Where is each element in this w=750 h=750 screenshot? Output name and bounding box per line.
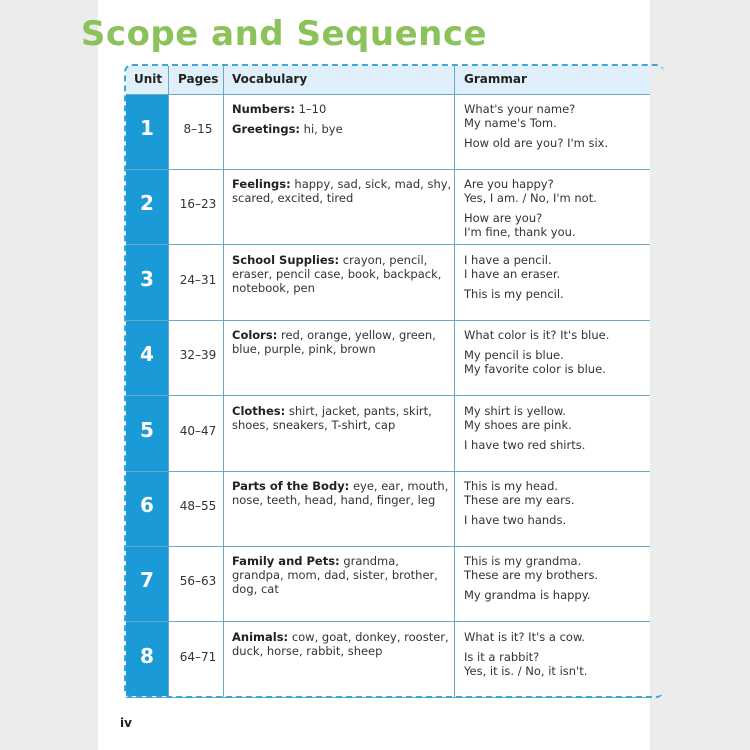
grammar-sentence: I'm fine, thank you. xyxy=(464,225,576,240)
grammar-sentence: How are you? xyxy=(464,211,543,226)
grammar-sentence: What is it? It's a cow. xyxy=(464,629,585,644)
page-number: iv xyxy=(120,716,132,730)
unit-number: 6 xyxy=(140,493,154,517)
unit-pages: 64–71 xyxy=(179,649,217,664)
unit-pages: 24–31 xyxy=(179,272,217,287)
vocab-topic: Greetings: xyxy=(232,122,301,136)
header-unit: Unit xyxy=(134,72,163,86)
vocab-words: grandma, grandpa, mom, dad, sister, brother, dog, cat xyxy=(232,554,438,597)
vocab-words: shirt, jacket, pants, skirt, shoes, sneakers, T-shirt, cap xyxy=(232,403,432,432)
grammar-sentence: My name's Tom. xyxy=(464,116,557,130)
unit-number: 3 xyxy=(140,266,154,291)
header-grammar: Grammar xyxy=(464,72,527,86)
grammar-sentence: What color is it? It's blue. xyxy=(464,328,610,343)
vocab-topic: Numbers: xyxy=(232,102,295,116)
table-border xyxy=(124,64,664,698)
vocab-words: 1–10 xyxy=(294,102,327,116)
vocab-words: crayon, pencil, eraser, pencil case, book, backpack, notebook, pen xyxy=(232,252,442,295)
grammar-sentence: This is my pencil. xyxy=(464,286,564,301)
vocab-words: red, orange, yellow, green, blue, purple, pink, brown xyxy=(232,328,436,357)
header-vocabulary: Vocabulary xyxy=(232,72,308,86)
scope-table xyxy=(124,64,650,700)
unit-pages: 40–47 xyxy=(179,423,217,438)
grammar-sentence: Yes, I am. / No, I'm not. xyxy=(464,191,597,206)
grammar-sentence: I have two hands. xyxy=(464,513,567,527)
unit-number: 1 xyxy=(140,116,154,140)
page-title: Scope and Sequence xyxy=(80,14,488,54)
grammar-sentence: Are you happy? xyxy=(464,177,554,192)
grammar-sentence: My grandma is happy. xyxy=(464,588,591,603)
vocab-words: cow, goat, donkey, rooster, duck, horse, rabbit, sheep xyxy=(232,629,449,658)
unit-pages: 16–23 xyxy=(179,197,217,212)
grammar-sentence: These are my ears. xyxy=(464,493,575,507)
grammar-sentence: This is my grandma. xyxy=(464,554,582,569)
vocab-topic: Clothes: xyxy=(232,403,286,418)
unit-number: 8 xyxy=(140,643,154,668)
grammar-sentence: My shoes are pink. xyxy=(464,417,572,432)
vocab-topic: Feelings: xyxy=(232,177,291,192)
vocab-topic: Family and Pets: xyxy=(232,554,340,569)
grammar-sentence: These are my brothers. xyxy=(464,568,599,583)
vocab-topic: Parts of the Body: xyxy=(232,479,350,493)
unit-number: 7 xyxy=(140,568,154,593)
grammar-sentence: Is it a rabbit? xyxy=(464,649,540,664)
grammar-sentence: My favorite color is blue. xyxy=(464,362,606,377)
vocab-words: hi, bye xyxy=(300,122,343,136)
grammar-sentence: I have a pencil. xyxy=(464,252,552,267)
grammar-sentence: This is my head. xyxy=(464,479,559,493)
grammar-sentence: Yes, it is. / No, it isn't. xyxy=(464,663,588,678)
header-pages: Pages xyxy=(178,72,219,86)
unit-number: 4 xyxy=(140,342,154,367)
unit-number: 5 xyxy=(140,417,154,442)
grammar-sentence: What's your name? xyxy=(464,102,576,116)
unit-pages: 48–55 xyxy=(179,499,217,513)
unit-pages: 8–15 xyxy=(183,122,213,136)
grammar-sentence: My pencil is blue. xyxy=(464,348,564,363)
unit-pages: 56–63 xyxy=(179,574,217,589)
grammar-sentence: I have two red shirts. xyxy=(464,437,586,452)
vocab-words: happy, sad, sick, mad, shy, scared, excited, tired xyxy=(232,177,452,206)
grammar-sentence: My shirt is yellow. xyxy=(464,403,566,418)
vocab-topic: Animals: xyxy=(232,629,289,644)
unit-pages: 32–39 xyxy=(179,348,217,363)
vocab-topic: School Supplies: xyxy=(232,252,340,267)
grammar-sentence: I have an eraser. xyxy=(464,266,561,281)
grammar-sentence: How old are you? I'm six. xyxy=(464,136,609,150)
vocab-topic: Colors: xyxy=(232,328,278,343)
vocab-words: eye, ear, mouth, nose, teeth, head, hand, finger, leg xyxy=(232,479,449,507)
unit-number: 2 xyxy=(140,191,154,216)
